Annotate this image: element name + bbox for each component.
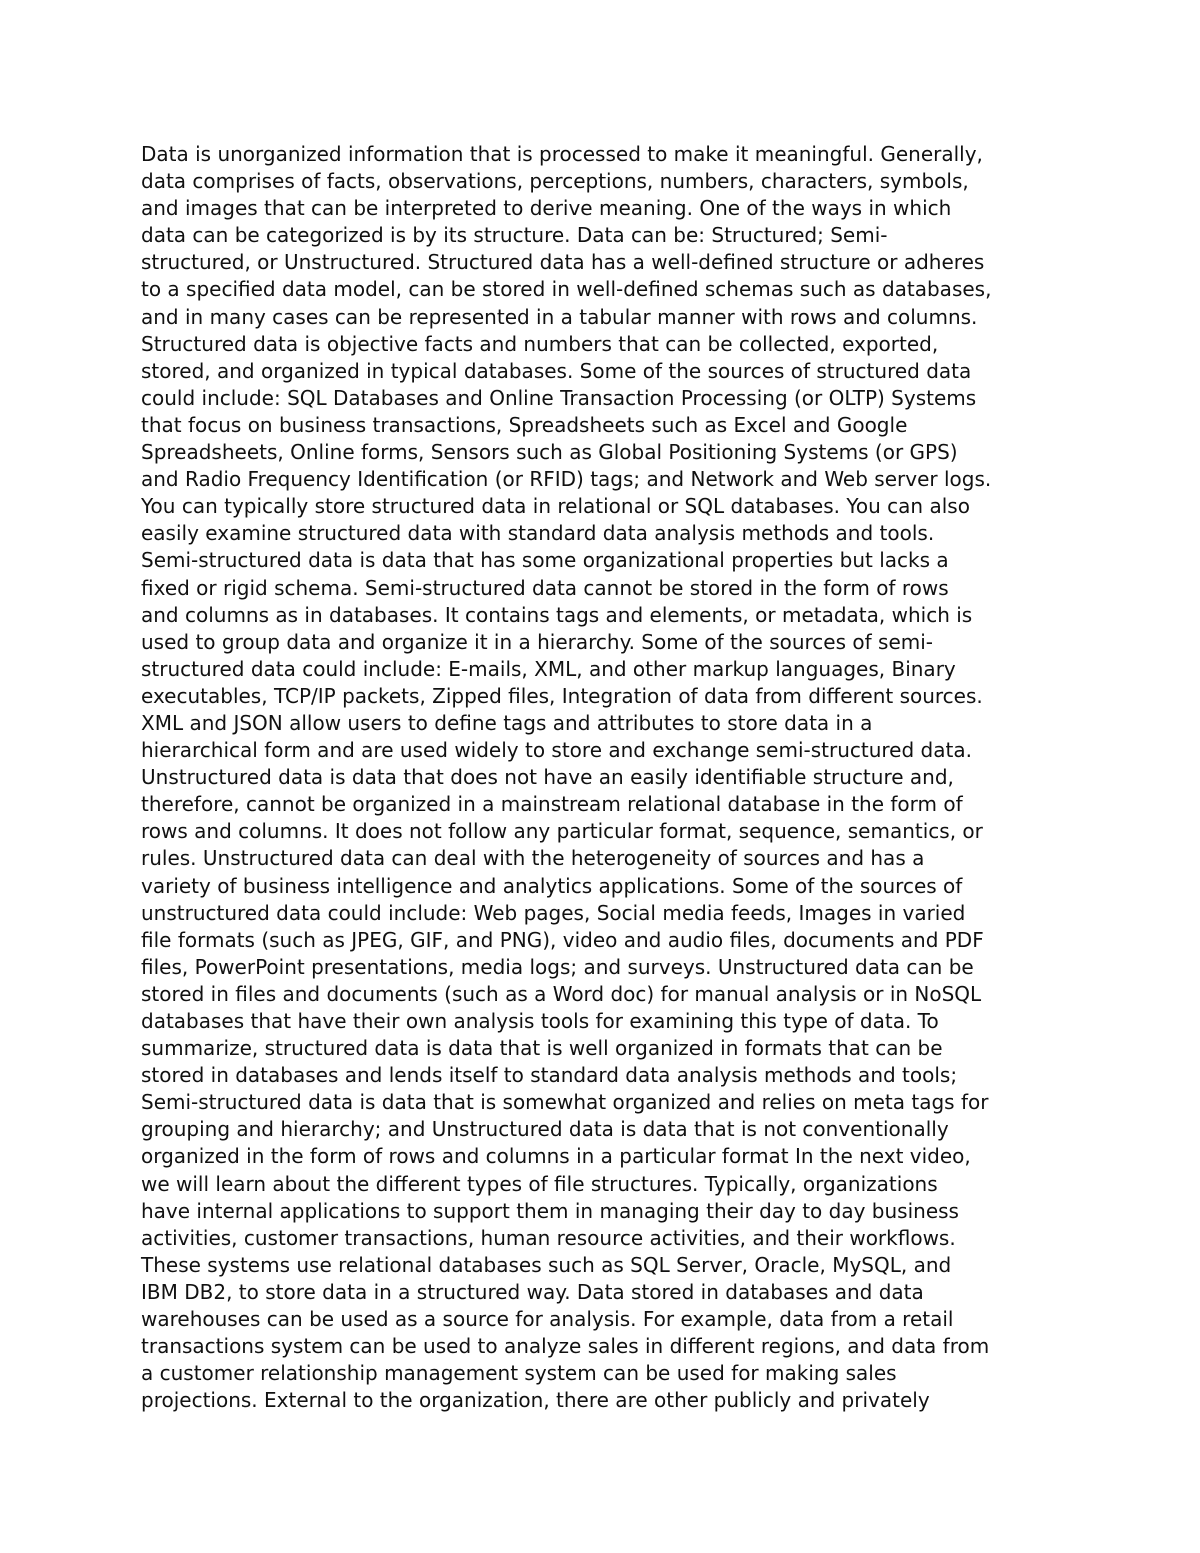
text-line: projections. External to the organization, there are other publicly and privately — [141, 1388, 930, 1413]
text-line: that focus on business transactions, Spreadsheets such as Excel and Google — [141, 412, 908, 437]
text-line: used to group data and organize it in a hierarchy. Some of the sources of semi- — [141, 629, 934, 654]
text-line: a customer relationship management system can be used for making sales — [141, 1361, 897, 1386]
text-line: grouping and hierarchy; and Unstructured data is data that is not conventionally — [141, 1117, 949, 1142]
text-line: could include: SQL Databases and Online Transaction Processing (or OLTP) Systems — [141, 385, 977, 410]
text-line: we will learn about the different types of file structures. Typically, organizations — [141, 1171, 938, 1196]
text-line: activities, customer transactions, human resource activities, and their workflows. — [141, 1225, 956, 1250]
text-line: Semi-structured data is data that has some organizational properties but lacks a — [141, 548, 949, 573]
text-line: and images that can be interpreted to derive meaning. One of the ways in which — [141, 196, 952, 221]
text-line: therefore, cannot be organized in a mainstream relational database in the form of — [141, 792, 963, 817]
text-line: file formats (such as JPEG, GIF, and PNG), video and audio files, documents and PDF — [141, 927, 984, 952]
text-line: executables, TCP/IP packets, Zipped files, Integration of data from different sources. — [141, 683, 983, 708]
text-line: and Radio Frequency Identification (or RFID) tags; and Network and Web server logs. — [141, 467, 992, 492]
text-line: structured data could include: E-mails, XML, and other markup languages, Binary — [141, 656, 956, 681]
text-line: rows and columns. It does not follow any particular format, sequence, semantics, or — [141, 819, 983, 844]
text-line: organized in the form of rows and columns in a particular format In the next video, — [141, 1144, 971, 1169]
text-line: rules. Unstructured data can deal with the heterogeneity of sources and has a — [141, 846, 925, 871]
text-line: stored, and organized in typical databases. Some of the sources of structured data — [141, 358, 972, 383]
text-line: Semi-structured data is data that is somewhat organized and relies on meta tags for — [141, 1090, 989, 1115]
text-line: IBM DB2, to store data in a structured way. Data stored in databases and data — [141, 1279, 924, 1304]
text-line: data can be categorized is by its structure. Data can be: Structured; Semi- — [141, 223, 888, 248]
body-text — [141, 141, 1081, 1414]
text-line: to a specified data model, can be stored in well-defined schemas such as databases, — [141, 277, 992, 302]
text-line: data comprises of facts, observations, perceptions, numbers, characters, symbols, — [141, 169, 969, 194]
text-line: hierarchical form and are used widely to store and exchange semi-structured data. — [141, 738, 972, 763]
text-line: transactions system can be used to analyze sales in different regions, and data from — [141, 1334, 990, 1359]
text-line: files, PowerPoint presentations, media logs; and surveys. Unstructured data can be — [141, 954, 974, 979]
text-line: stored in databases and lends itself to standard data analysis methods and tools; — [141, 1063, 958, 1088]
text-line: have internal applications to support them in managing their day to day business — [141, 1198, 959, 1223]
text-line: Structured data is objective facts and numbers that can be collected, exported, — [141, 331, 939, 356]
text-line: summarize, structured data is data that is well organized in formats that can be — [141, 1036, 943, 1061]
text-line: XML and JSON allow users to define tags and attributes to store data in a — [141, 710, 873, 735]
text-line: You can typically store structured data in relational or SQL databases. You can also — [141, 494, 970, 519]
text-line: stored in files and documents (such as a Word doc) for manual analysis or in NoSQL — [141, 981, 982, 1006]
text-line: Spreadsheets, Online forms, Sensors such as Global Positioning Systems (or GPS) — [141, 440, 958, 465]
text-line: fixed or rigid schema. Semi-structured data cannot be stored in the form of rows — [141, 575, 949, 600]
text-line: and in many cases can be represented in a tabular manner with rows and columns. — [141, 304, 978, 329]
text-line: These systems use relational databases such as SQL Server, Oracle, MySQL, and — [141, 1252, 952, 1277]
text-line: unstructured data could include: Web pages, Social media feeds, Images in varied — [141, 900, 966, 925]
text-line: Unstructured data is data that does not have an easily identifiable structure and, — [141, 765, 954, 790]
text-line: databases that have their own analysis tools for examining this type of data. To — [141, 1009, 939, 1033]
text-line: variety of business intelligence and analytics applications. Some of the sources of — [141, 873, 963, 898]
text-line: and columns as in databases. It contains tags and elements, or metadata, which is — [141, 602, 973, 627]
text-line: easily examine structured data with standard data analysis methods and tools. — [141, 521, 935, 546]
text-line: Data is unorganized information that is processed to make it meaningful. Generally, — [141, 142, 983, 166]
text-line: warehouses can be used as a source for analysis. For example, data from a retail — [141, 1307, 954, 1332]
text-line: structured, or Unstructured. Structured data has a well-defined structure or adheres — [141, 250, 985, 275]
